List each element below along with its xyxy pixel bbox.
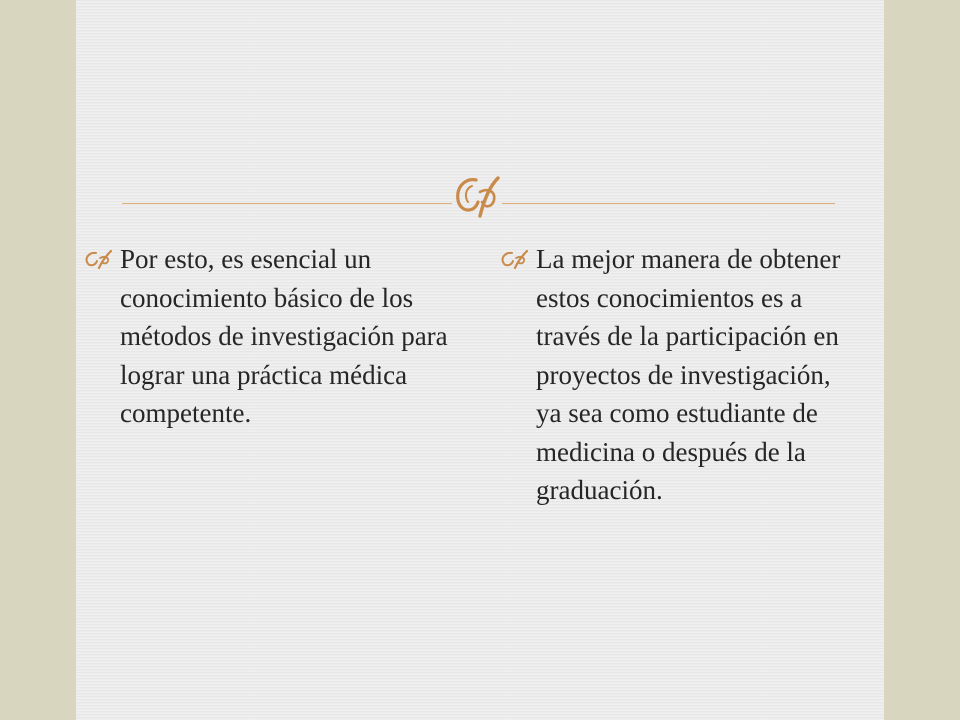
ornament-glyph-icon: [452, 172, 502, 222]
bullet-item: [84, 240, 454, 433]
ornament-bullet-icon: [84, 249, 114, 269]
bullet-column-left: [84, 240, 454, 433]
bullet-item: [500, 240, 860, 510]
divider-line-right: [502, 203, 835, 204]
ornament-bullet-icon: [500, 249, 530, 269]
bullet-text: La mejor manera de obtener estos conocimientos es a través de la participación en proyectos de investigación, ya sea como estudiante de medicina o después de la graduación.: [536, 244, 841, 505]
bullet-column-right: [500, 240, 860, 510]
bullet-text: Por esto, es esencial un conocimiento básico de los métodos de investigación para lograr una práctica médica competente.: [120, 244, 448, 428]
divider-line-left: [122, 203, 452, 204]
